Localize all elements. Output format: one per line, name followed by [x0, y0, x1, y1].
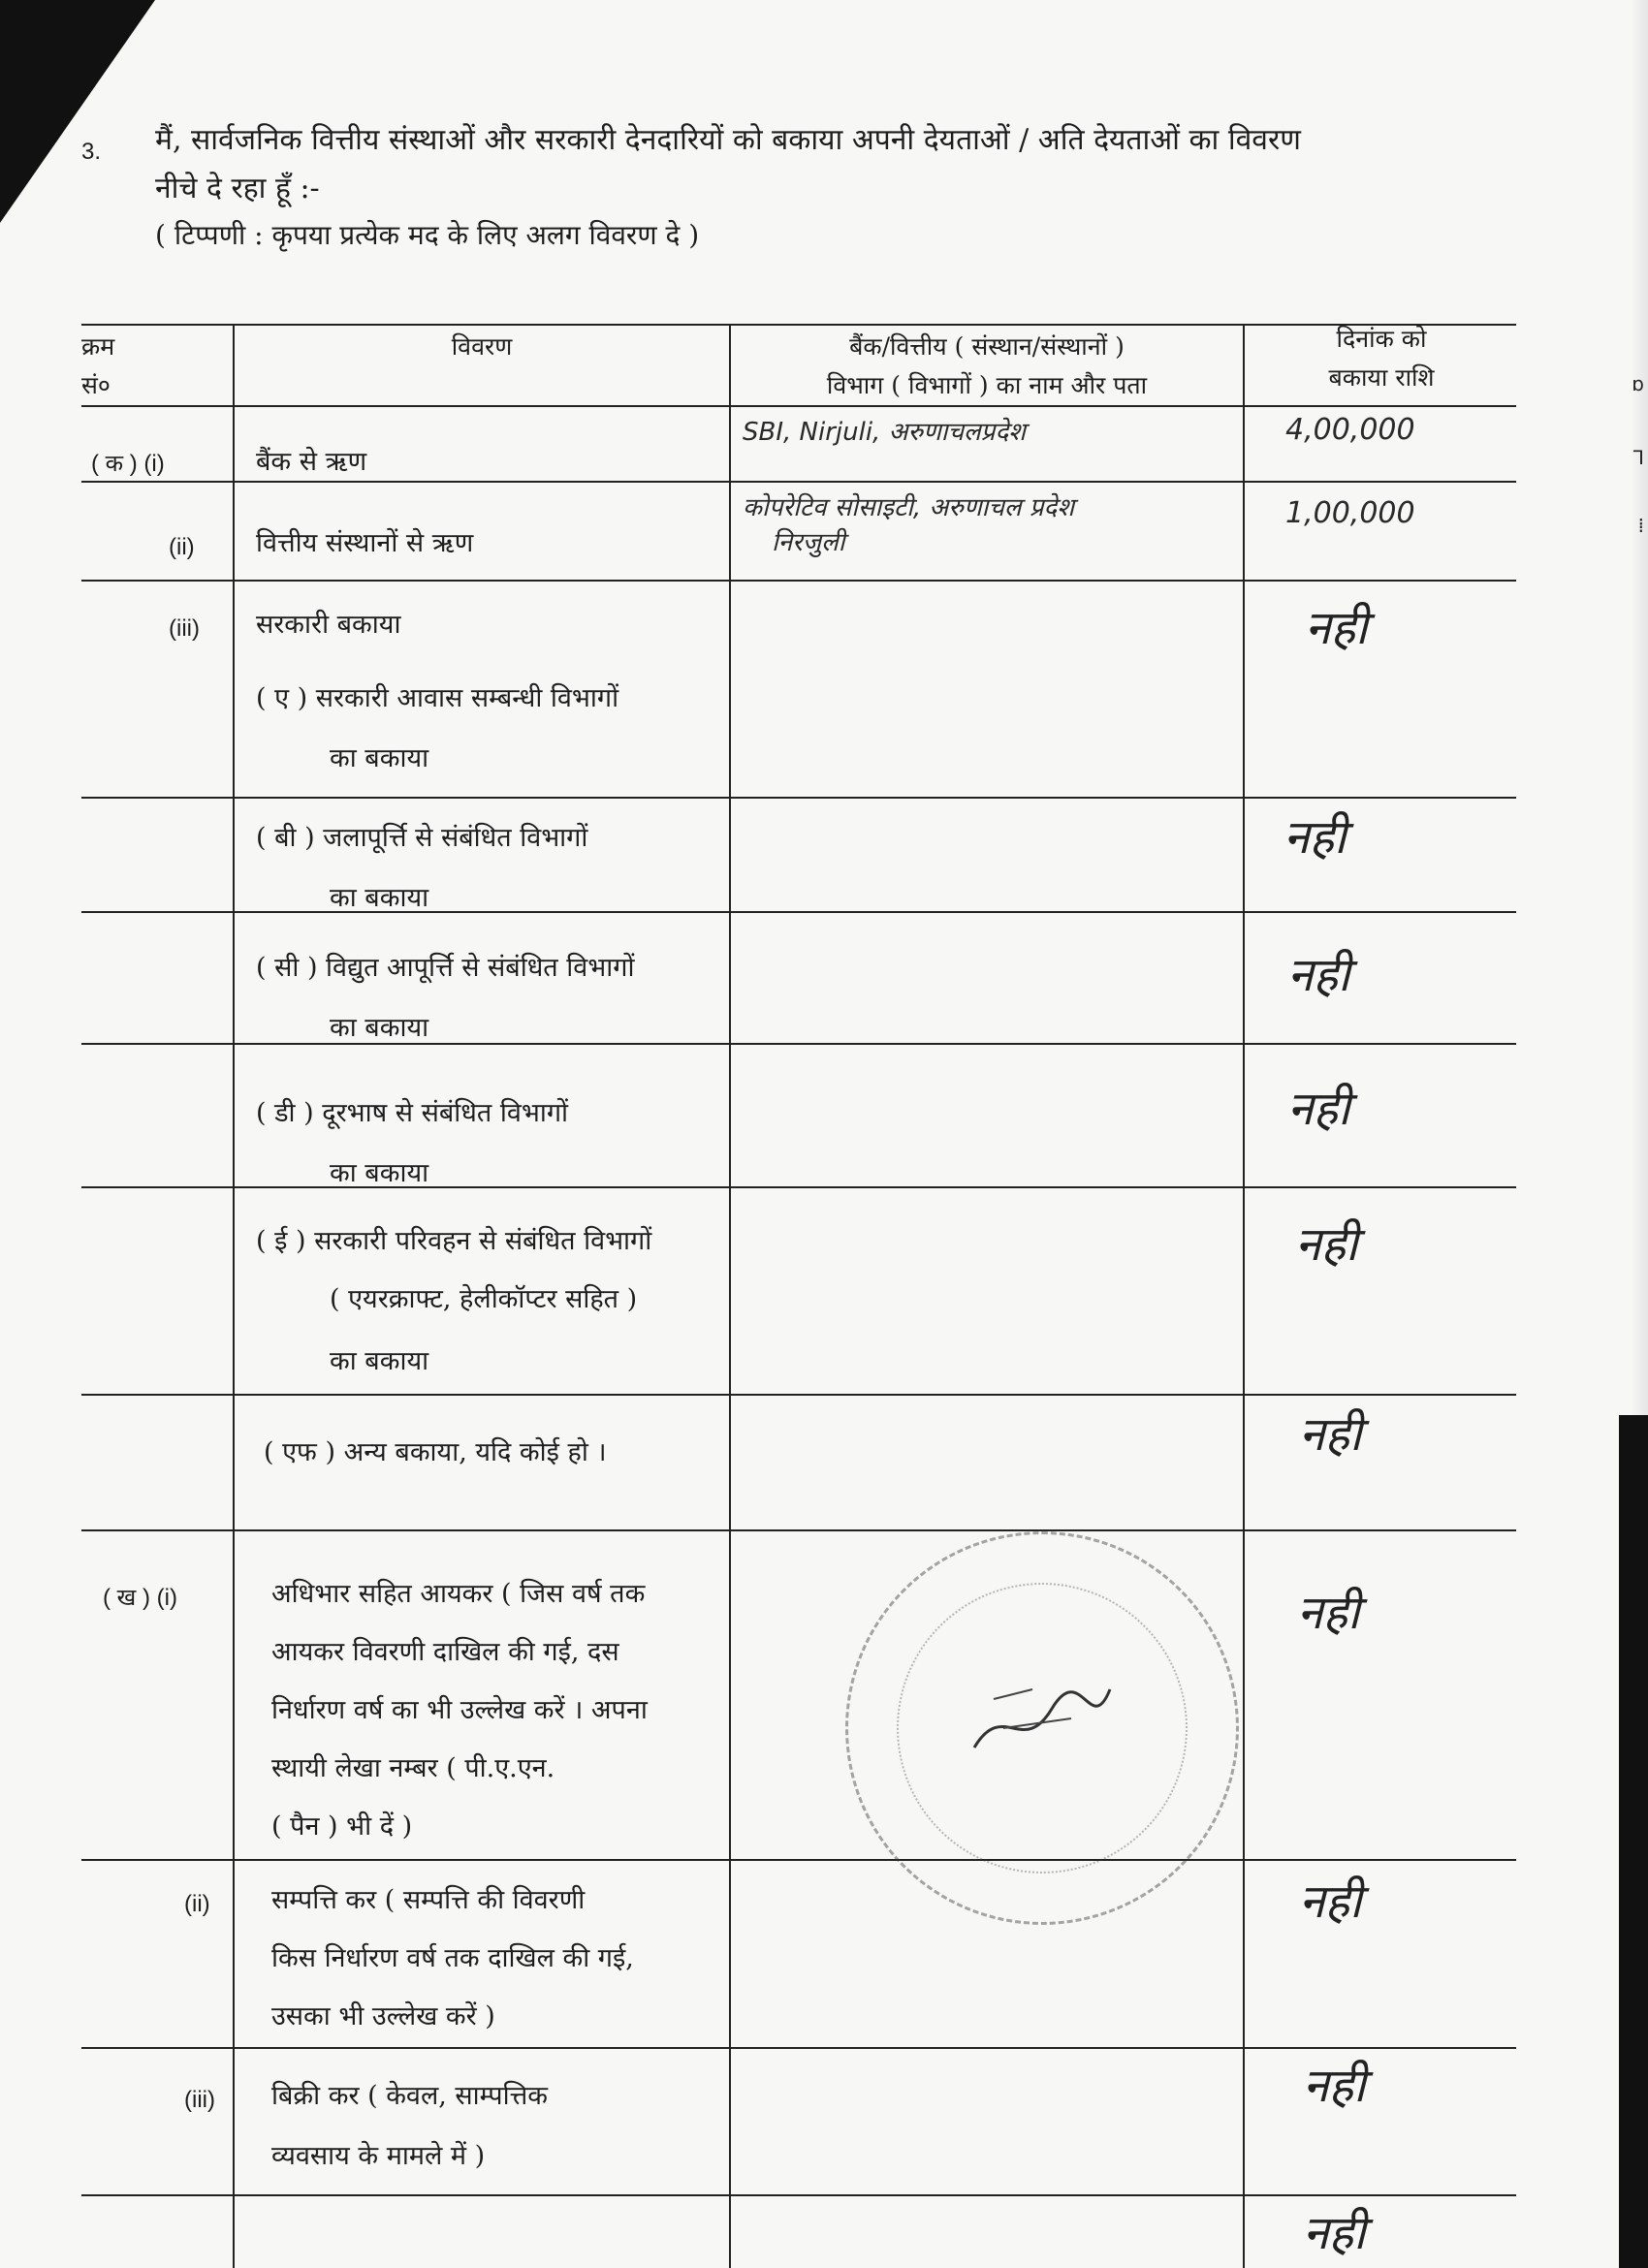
row10-desc-2: किस निर्धारण वर्ष तक दाखिल की गई,: [271, 1943, 634, 1973]
row1-amount: 4,00,000: [1285, 413, 1415, 447]
header-bank-line1: बैंक/वित्तीय ( संस्थान/संस्थानों ): [849, 332, 1125, 361]
rule-r2: [81, 580, 1516, 582]
row9-desc-3: निर्धारण वर्ष का भी उल्लेख करें । अपना: [271, 1695, 648, 1725]
row11-serial: (iii): [184, 2087, 215, 2113]
row7-desc-3: का बकाया: [330, 1346, 429, 1376]
scan-corner-shadow: [0, 0, 155, 223]
header-details: विवरण: [451, 332, 513, 361]
circular-seal-icon: [845, 1531, 1239, 1925]
row7-desc-1: ( ई ) सरकारी परिवहन से संबंधित विभागों: [256, 1226, 652, 1256]
header-serial-line2: सं०: [81, 371, 111, 399]
rule-r6: [81, 1186, 1516, 1188]
header-serial: [81, 328, 140, 405]
row6-desc-2: का बकाया: [330, 1158, 429, 1188]
row2-bank-line2: निरजुली: [772, 528, 845, 557]
rule-r4: [81, 911, 1516, 913]
header-serial-line1: क्रम: [81, 332, 115, 361]
row6-desc-1: ( डी ) दूरभाष से संबंधित विभागों: [256, 1098, 569, 1128]
row4-desc-1: ( बी ) जलापूर्त्ति से संबंधित विभागों: [256, 823, 588, 853]
header-bank: [733, 328, 1241, 405]
row2-bank-line1: कोपरेटिव सोसाइटी, अरुणाचल प्रदेश: [743, 493, 1075, 522]
row10-serial: (ii): [184, 1891, 210, 1917]
row3-desc-3: का बकाया: [330, 743, 429, 773]
row10-desc-1: सम्पत्ति कर ( सम्पत्ति की विवरणी: [271, 1885, 586, 1915]
row1-serial: ( क ) (i): [91, 451, 165, 477]
header-bank-line2: विभाग ( विभागों ) का नाम और पता: [826, 371, 1148, 399]
section-number: 3.: [81, 139, 102, 165]
header-amount: [1247, 320, 1516, 397]
row5-desc-1: ( सी ) विद्युत आपूर्त्ति से संबंधित विभागों: [256, 953, 635, 983]
header-amount-line1: दिनांक को: [1336, 325, 1427, 353]
rule-r1: [81, 481, 1516, 483]
row12-amount: नही: [1303, 2206, 1366, 2260]
rule-header: [81, 405, 1516, 407]
row8-amount: नही: [1299, 1407, 1362, 1462]
row2-amount: 1,00,000: [1285, 496, 1415, 530]
col-rule-2: [729, 324, 731, 2268]
liabilities-table: [81, 304, 1516, 2268]
row1-desc: बैंक से ऋण: [256, 447, 367, 477]
row6-amount: नही: [1287, 1082, 1350, 1136]
rule-r5: [81, 1043, 1516, 1045]
row3-desc-2: ( ए ) सरकारी आवास सम्बन्धी विभागों: [256, 683, 619, 713]
edge-mark-1: ɒ: [1632, 372, 1644, 395]
row11-amount: नही: [1303, 2059, 1366, 2113]
rule-r9: [81, 1859, 1516, 1861]
row3-serial: (iii): [169, 615, 200, 642]
row10-desc-3: उसका भी उल्लेख करें ): [271, 2001, 495, 2032]
intro-note: ( टिप्पणी : कृपया प्रत्येक मद के लिए अलग विवरण दे ): [155, 219, 700, 251]
row7-desc-2: ( एयरक्राफ्ट, हेलीकॉप्टर सहित ): [330, 1284, 638, 1314]
row1-bank: SBI, Nirjuli, अरुणाचलप्रदेश: [743, 418, 1026, 447]
scan-edge-dark: [1619, 1415, 1648, 2268]
row3-desc-1: सरकारी बकाया: [256, 610, 401, 640]
row9-desc-2: आयकर विवरणी दाखिल की गई, दस: [271, 1637, 619, 1667]
row4-desc-2: का बकाया: [330, 883, 429, 913]
intro-line-2: नीचे दे रहा हूँ :-: [155, 172, 320, 205]
row5-amount: नही: [1287, 948, 1350, 1002]
row9-desc-5: ( पैन ) भी दें ): [271, 1811, 413, 1842]
rule-r11: [81, 2194, 1516, 2196]
rule-r3: [81, 797, 1516, 799]
edge-mark-3: ⁞: [1637, 514, 1644, 537]
header-amount-line2: बकाया राशि: [1328, 363, 1435, 392]
rule-r7: [81, 1394, 1516, 1396]
row2-desc: वित्तीय संस्थानों से ऋण: [256, 528, 474, 558]
rule-r8: [81, 1529, 1516, 1531]
row4-amount: नही: [1284, 810, 1347, 865]
row5-desc-2: का बकाया: [330, 1013, 429, 1043]
row9-serial: ( ख ) (i): [103, 1585, 177, 1611]
row9-desc-4: स्थायी लेखा नम्बर ( पी.ए.एन.: [271, 1753, 555, 1783]
col-rule-1: [233, 324, 235, 2268]
row8-desc-1: ( एफ ) अन्य बकाया, यदि कोई हो ।: [264, 1437, 607, 1467]
rule-r10: [81, 2047, 1516, 2049]
intro-line-1: मैं, सार्वजनिक वित्तीय संस्थाओं और सरकारी देनदारियों को बकाया अपनी देयताओं / अति देयताओं का विवरण: [155, 123, 1301, 157]
signature-scribble-icon: [965, 1660, 1120, 1777]
row9-desc-1: अधिभार सहित आयकर ( जिस वर्ष तक: [271, 1579, 646, 1609]
row10-amount: नही: [1299, 1874, 1362, 1929]
row3-amount: नही: [1305, 601, 1368, 655]
edge-mark-2: ᒣ: [1632, 446, 1644, 469]
row11-desc-1: बिक्री कर ( केवल, साम्पत्तिक: [271, 2081, 548, 2111]
row7-amount: नही: [1295, 1217, 1358, 1272]
row2-serial: (ii): [169, 534, 195, 560]
row11-desc-2: व्यवसाय के मामले में ): [271, 2141, 486, 2171]
col-rule-3: [1243, 324, 1245, 2268]
row9-amount: नही: [1297, 1586, 1360, 1640]
